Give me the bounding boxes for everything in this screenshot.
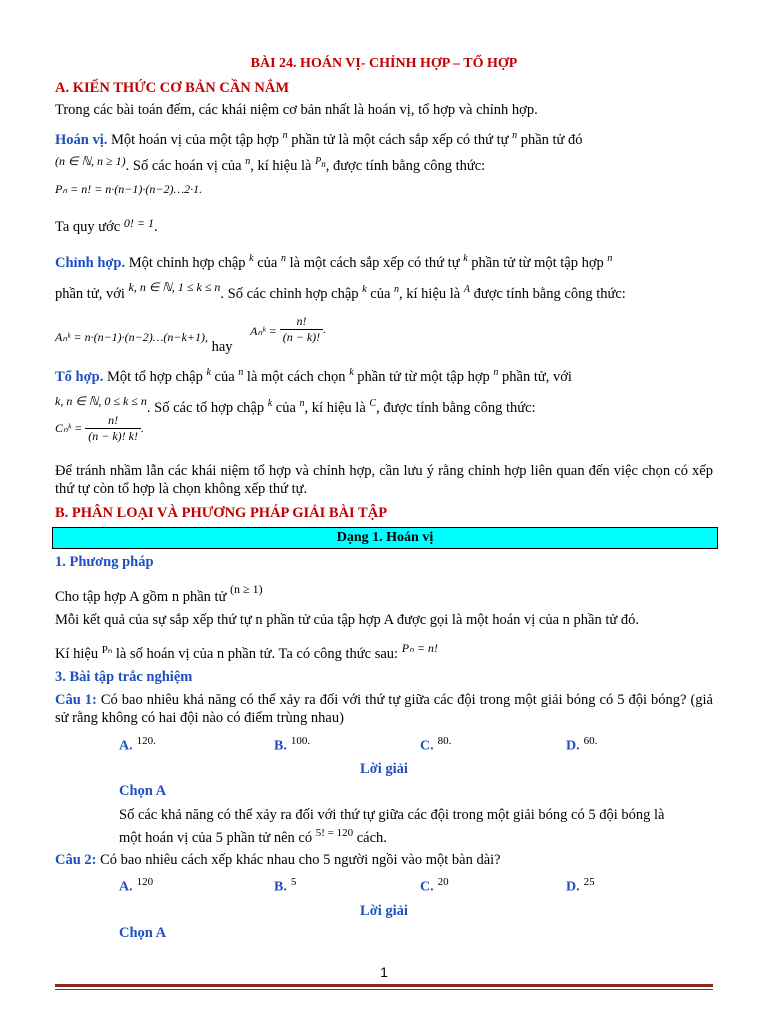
dang1-p2: Mỗi kết quả của sự sắp xếp thứ tự n phần tử của tập hợp A được gọi là một hoán vị của n phần tử đó. (55, 612, 639, 628)
math-formula1: Aₙᵏ = n·(n−1)·(n−2)…(n−k+1), (55, 329, 208, 344)
dot: . (153, 219, 158, 235)
cau1-loigiai: Lời giải (360, 761, 408, 777)
option-value: 20 (437, 876, 449, 888)
math-cond: k, n ∈ ℕ, 1 ≤ k ≤ n (128, 279, 221, 294)
tohop-text: . Số các tổ hợp chập (146, 399, 268, 416)
tohop-text: của (272, 399, 300, 416)
page-title: BÀI 24. HOÁN VỊ- CHỈNH HỢP – TỔ HỢP (250, 56, 518, 71)
math-n: n (493, 367, 499, 378)
option-label: B. (274, 879, 287, 895)
cau1-sol2 (119, 829, 387, 848)
chinhhop-text: được tính bằng công thức: (469, 285, 626, 302)
math-k: k (206, 367, 211, 378)
math-fraction (85, 413, 141, 444)
frac-den: (n − k)! (282, 330, 321, 344)
cau1-option-b[interactable] (274, 735, 310, 755)
cau1-question (55, 691, 713, 727)
option-label: C. (420, 738, 434, 754)
dang1-box: Dạng 1. Hoán vị (52, 527, 718, 549)
frac-den: (n − k)! k! (88, 429, 138, 443)
sol-text: một hoán vị của 5 phần tử nên có (119, 830, 316, 846)
cau2-option-a[interactable] (119, 876, 153, 896)
chinhhop-term: Chỉnh hợp. (55, 254, 126, 271)
dot: . (141, 420, 144, 435)
math-n: n (512, 130, 518, 141)
hay-text: hay (211, 338, 233, 355)
tohop-text: là một cách chọn (243, 368, 350, 385)
option-value: 120 (136, 876, 154, 888)
math-k: k (267, 398, 273, 409)
math-n: n (299, 398, 305, 409)
dang1-text: Cho tập hợp A gồm n phần tử (55, 589, 231, 605)
math-C: C (369, 398, 377, 409)
cau2-loigiai: Lời giải (360, 903, 408, 919)
hoanvi-text: , kí hiệu là (250, 157, 316, 174)
chinhhop-text: . Số các chỉnh hợp chập (220, 285, 363, 302)
convention-text: Ta quy ước (55, 219, 124, 235)
dang1-text: Kí hiệu (55, 646, 102, 662)
math-A: A (463, 284, 470, 295)
chinhhop-text: phần tử, với (55, 285, 129, 302)
cau1-chon: Chọn A (119, 783, 167, 799)
section-b-heading: B. PHÂN LOẠI VÀ PHƯƠNG PHÁP GIẢI BÀI TẬP (55, 505, 388, 521)
math-n: n (281, 253, 286, 264)
note-paragraph: Để tránh nhầm lẫn các khái niệm tổ hợp và chỉnh hợp, cần lưu ý rằng chỉnh hợp liên quan đến việc chọn có xếp thứ tự còn tổ hợp là chọn không xếp thứ tự. (55, 463, 713, 497)
chinhhop-text: phần tử từ một tập hợp (467, 254, 608, 271)
hoanvi-line2 (55, 153, 485, 175)
math-P (315, 156, 326, 167)
math-formula2-left: Aₙᵏ = (250, 323, 280, 338)
hoanvi-text: phần tử đó (517, 131, 583, 148)
math-k: k (463, 253, 468, 264)
frac-num: n! (280, 314, 323, 330)
section-a-heading: A. KIẾN THỨC CƠ BẢN CẦN NẮM (55, 80, 290, 96)
hoanvi-term: Hoán vị. (55, 131, 108, 148)
footer-rule-thick (55, 984, 713, 987)
chinhhop-line1 (55, 250, 612, 272)
math-formula: Pₙ = n! (401, 641, 438, 655)
cau2-option-b[interactable] (274, 876, 296, 896)
cau1-option-d[interactable] (566, 735, 597, 755)
cau2-chon: Chọn A (119, 925, 167, 941)
question-text: Có bao nhiêu cách xếp khác nhau cho 5 người ngồi vào một bàn dài? (96, 852, 501, 868)
dang1-p3 (55, 641, 438, 664)
math-formula-left: Cₙᵏ = (55, 420, 86, 435)
math-n: n (282, 130, 288, 141)
chinhhop-text: Một chỉnh hợp chập (125, 254, 250, 271)
option-value: 100. (290, 735, 311, 747)
frac-num: n! (85, 413, 141, 429)
chinhhop-text: của (366, 285, 395, 302)
option-value: 5 (290, 876, 297, 888)
hoanvi-text: . Số các hoán vị của (125, 157, 246, 174)
math-k: k (249, 253, 254, 264)
math-formula: 5! = 120 (315, 827, 354, 839)
tohop-text: phần tử từ một tập hợp (353, 368, 494, 385)
option-label: A. (119, 738, 133, 754)
option-label: C. (420, 879, 434, 895)
sol-text: cách. (353, 830, 387, 846)
section-a-intro: Trong các bài toán đếm, các khái niệm cơ bản nhất là hoán vị, tổ hợp và chỉnh hợp. (55, 102, 538, 118)
cau2-option-d[interactable] (566, 876, 595, 896)
option-label: D. (566, 738, 580, 754)
cau2-question (55, 851, 501, 869)
math-formula: Pₙ = n! = n·(n−1)·(n−2)…2·1. (55, 182, 203, 196)
hoanvi-line1 (55, 127, 583, 149)
tohop-text: , kí hiệu là (304, 399, 370, 416)
dang1-p1 (55, 582, 263, 606)
question-label: Câu 2: (55, 852, 97, 868)
option-label: D. (566, 879, 580, 895)
math-P: Pₙ (101, 644, 113, 656)
option-value: 80. (437, 735, 452, 747)
tohop-line1 (55, 364, 572, 386)
tohop-text: phần tử, với (498, 368, 572, 385)
tohop-text: của (210, 368, 239, 385)
chinhhop-line2 (55, 281, 626, 303)
cau1-sol1: Số các khả năng có thể xảy ra đối với thứ tự giữa các đội trong một giải bóng có 5 đội bóng là (119, 807, 665, 823)
math-fraction (280, 314, 323, 345)
hoanvi-text: , được tính bằng công thức: (325, 157, 486, 174)
dot: . (323, 321, 327, 336)
math-k: k (362, 284, 367, 295)
math-cond: (n ≥ 1) (230, 582, 263, 596)
math-n: n (607, 253, 613, 264)
chinhhop-formulas (55, 314, 327, 355)
math-k: k (349, 367, 354, 378)
math-P-letter: P (315, 156, 322, 167)
question-label: Câu 1: (55, 692, 97, 708)
dang1-text: là số hoán vị của n phần tử. Ta có công thức sau: (112, 646, 402, 662)
hoanvi-text: Một hoán vị của một tập hợp (107, 131, 283, 148)
tohop-term: Tổ hợp. (55, 368, 104, 385)
math-n: n (394, 284, 400, 295)
math-convention: 0! = 1 (123, 216, 154, 230)
option-label: B. (274, 738, 287, 754)
hoanvi-convention (55, 218, 158, 236)
cau1-option-a[interactable] (119, 735, 156, 755)
tohop-text: , được tính bằng công thức: (376, 399, 536, 416)
option-label: A. (119, 879, 133, 895)
chinhhop-text: là một cách sắp xếp có thứ tự (286, 254, 464, 271)
cau1-option-c[interactable] (420, 735, 451, 755)
phuongphap-heading: 1. Phương pháp (55, 554, 154, 570)
math-cond: (n ∈ ℕ, n ≥ 1) (55, 153, 126, 168)
option-value: 120. (136, 735, 156, 747)
option-value: 60. (583, 735, 598, 747)
chinhhop-text: , kí hiệu là (399, 285, 464, 302)
math-P-sub: n (321, 159, 326, 169)
tohop-formula (55, 413, 144, 453)
page-number: 1 (380, 964, 388, 980)
tohop-text: Một tổ hợp chập (103, 368, 207, 385)
cau2-option-c[interactable] (420, 876, 449, 896)
math-n: n (238, 367, 244, 378)
footer-rule-thin (55, 989, 713, 990)
question-text: Có bao nhiêu khả năng có thể xảy ra đối với thứ tự giữa các đội trong một giải bóng có 5 đội bóng? (giả sử rằng không có hai đội nào có điểm trùng nhau) (55, 692, 713, 726)
math-cond: k, n ∈ ℕ, 0 ≤ k ≤ n (55, 393, 147, 408)
baitap-heading: 3. Bài tập trắc nghiệm (55, 669, 193, 685)
hoanvi-text: phần tử là một cách sắp xếp có thứ tự (287, 131, 513, 148)
hoanvi-formula (55, 180, 202, 198)
math-n: n (245, 156, 251, 167)
chinhhop-text: của (253, 254, 281, 271)
option-value: 25 (583, 876, 595, 888)
